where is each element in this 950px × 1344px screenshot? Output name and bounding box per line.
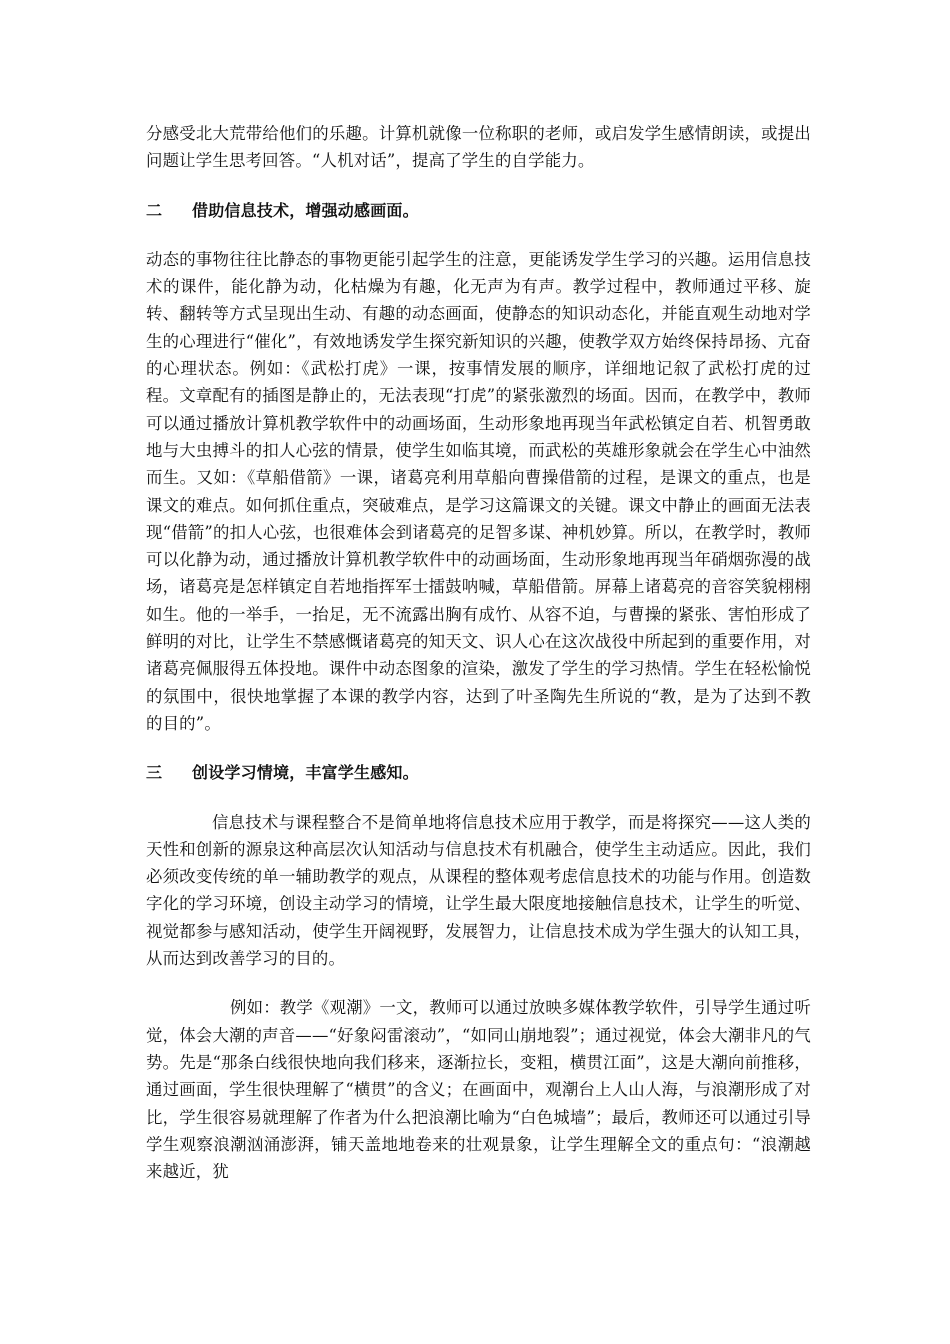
- spacer: [146, 175, 811, 197]
- section-title: 创设学习情境，丰富学生感知。: [192, 763, 419, 783]
- paragraph-continued: 分感受北大荒带给他们的乐趣。计算机就像一位称职的老师，或启发学生感情朗读，或提出问题让学生思考回答。“人机对话”，提高了学生的自学能力。: [146, 124, 811, 171]
- section-heading-3: [146, 759, 811, 786]
- section-heading-2: [146, 197, 811, 224]
- spacer: [146, 224, 811, 246]
- spacer: [146, 972, 811, 994]
- section-title: 借助信息技术，增强动感画面。: [192, 200, 419, 220]
- spacer: [146, 737, 811, 759]
- section-number: 三: [146, 763, 163, 783]
- section-number: 二: [146, 200, 163, 220]
- document-body: [146, 120, 811, 1185]
- spacer: [146, 787, 811, 809]
- section-3-paragraph-2: 例如：教学《观潮》一文，教师可以通过放映多媒体教学软件，引导学生通过听觉，体会大潮的声音——“好象闷雷滚动”，“如同山崩地裂”；通过视觉，体会大潮非凡的气势。先是“那条白线很快地向我们移来，逐渐拉长，变粗，横贯江面”，这是大潮向前推移，通过画面，学生很快理解了“横贯”的含义；在画面中，观潮台上人山人海，与浪潮形成了对比，学生很容易就理解了作者为什么把浪潮比喻为“白色城墙”；最后，教师还可以通过引导学生观察浪潮汹涌澎湃，铺天盖地地卷来的壮观景象，让学生理解全文的重点句：“浪潮越来越近，犹: [146, 998, 811, 1182]
- section-3-paragraph-1: 信息技术与课程整合不是简单地将信息技术应用于教学，而是将探究——这人类的天性和创新的源泉这种高层次认知活动与信息技术有机融合，使学生主动适应。因此，我们必须改变传统的单一辅助教学的观点，从课程的整体观考虑信息技术的功能与作用。创造数字化的学习环境，创设主动学习的情境，让学生最大限度地接触信息技术，让学生的听觉、视觉都参与感知活动，使学生开阔视野，发展智力，让信息技术成为学生强大的认知工具，从而达到改善学习的目的。: [146, 812, 811, 969]
- section-2-paragraph: 动态的事物往往比静态的事物更能引起学生的注意，更能诱发学生学习的兴趣。运用信息技术的课件，能化静为动，化枯燥为有趣，化无声为有声。教学过程中，教师通过平移、旋转、翻转等方式呈现出生动、有趣的动态画面，使静态的知识动态化，并能直观生动地对学生的心理进行“催化”，有效地诱发学生探究新知识的兴趣，使教学双方始终保持昂扬、亢奋的心理状态。例如：《武松打虎》一课，按事情发展的顺序，详细地记叙了武松打虎的过程。文章配有的插图是静止的，无法表现“打虎”的紧张激烈的场面。因而，在教学中，教师可以通过播放计算机教学软件中的动画场面，生动形象地再现当年武松镇定自若、机智勇敢地与大虫搏斗的扣人心弦的情景，使学生如临其境，而武松的英雄形象就会在学生心中油然而生。又如：《草船借箭》一课，诸葛亮利用草船向曹操借箭的过程，是课文的重点，也是课文的难点。如何抓住重点，突破难点，是学习这篇课文的关键。课文中静止的画面无法表现“借箭”的扣人心弦，也很难体会到诸葛亮的足智多谋、神机妙算。所以，在教学时，教师可以化静为动，通过播放计算机教学软件中的动画场面，生动形象地再现当年硝烟弥漫的战场，诸葛亮是怎样镇定自若地指挥军士擂鼓呐喊，草船借箭。屏幕上诸葛亮的音容笑貌栩栩如生。他的一举手，一抬足，无不流露出胸有成竹、从容不迫，与曹操的紧张、害怕形成了鲜明的对比，让学生不禁感慨诸葛亮的知天文、识人心在这次战役中所起到的重要作用，对诸葛亮佩服得五体投地。课件中动态图象的渲染，激发了学生的学习热情。学生在轻松愉悦的氛围中，很快地掌握了本课的教学内容，达到了叶圣陶先生所说的“教，是为了达到不教的目的”。: [146, 249, 811, 733]
